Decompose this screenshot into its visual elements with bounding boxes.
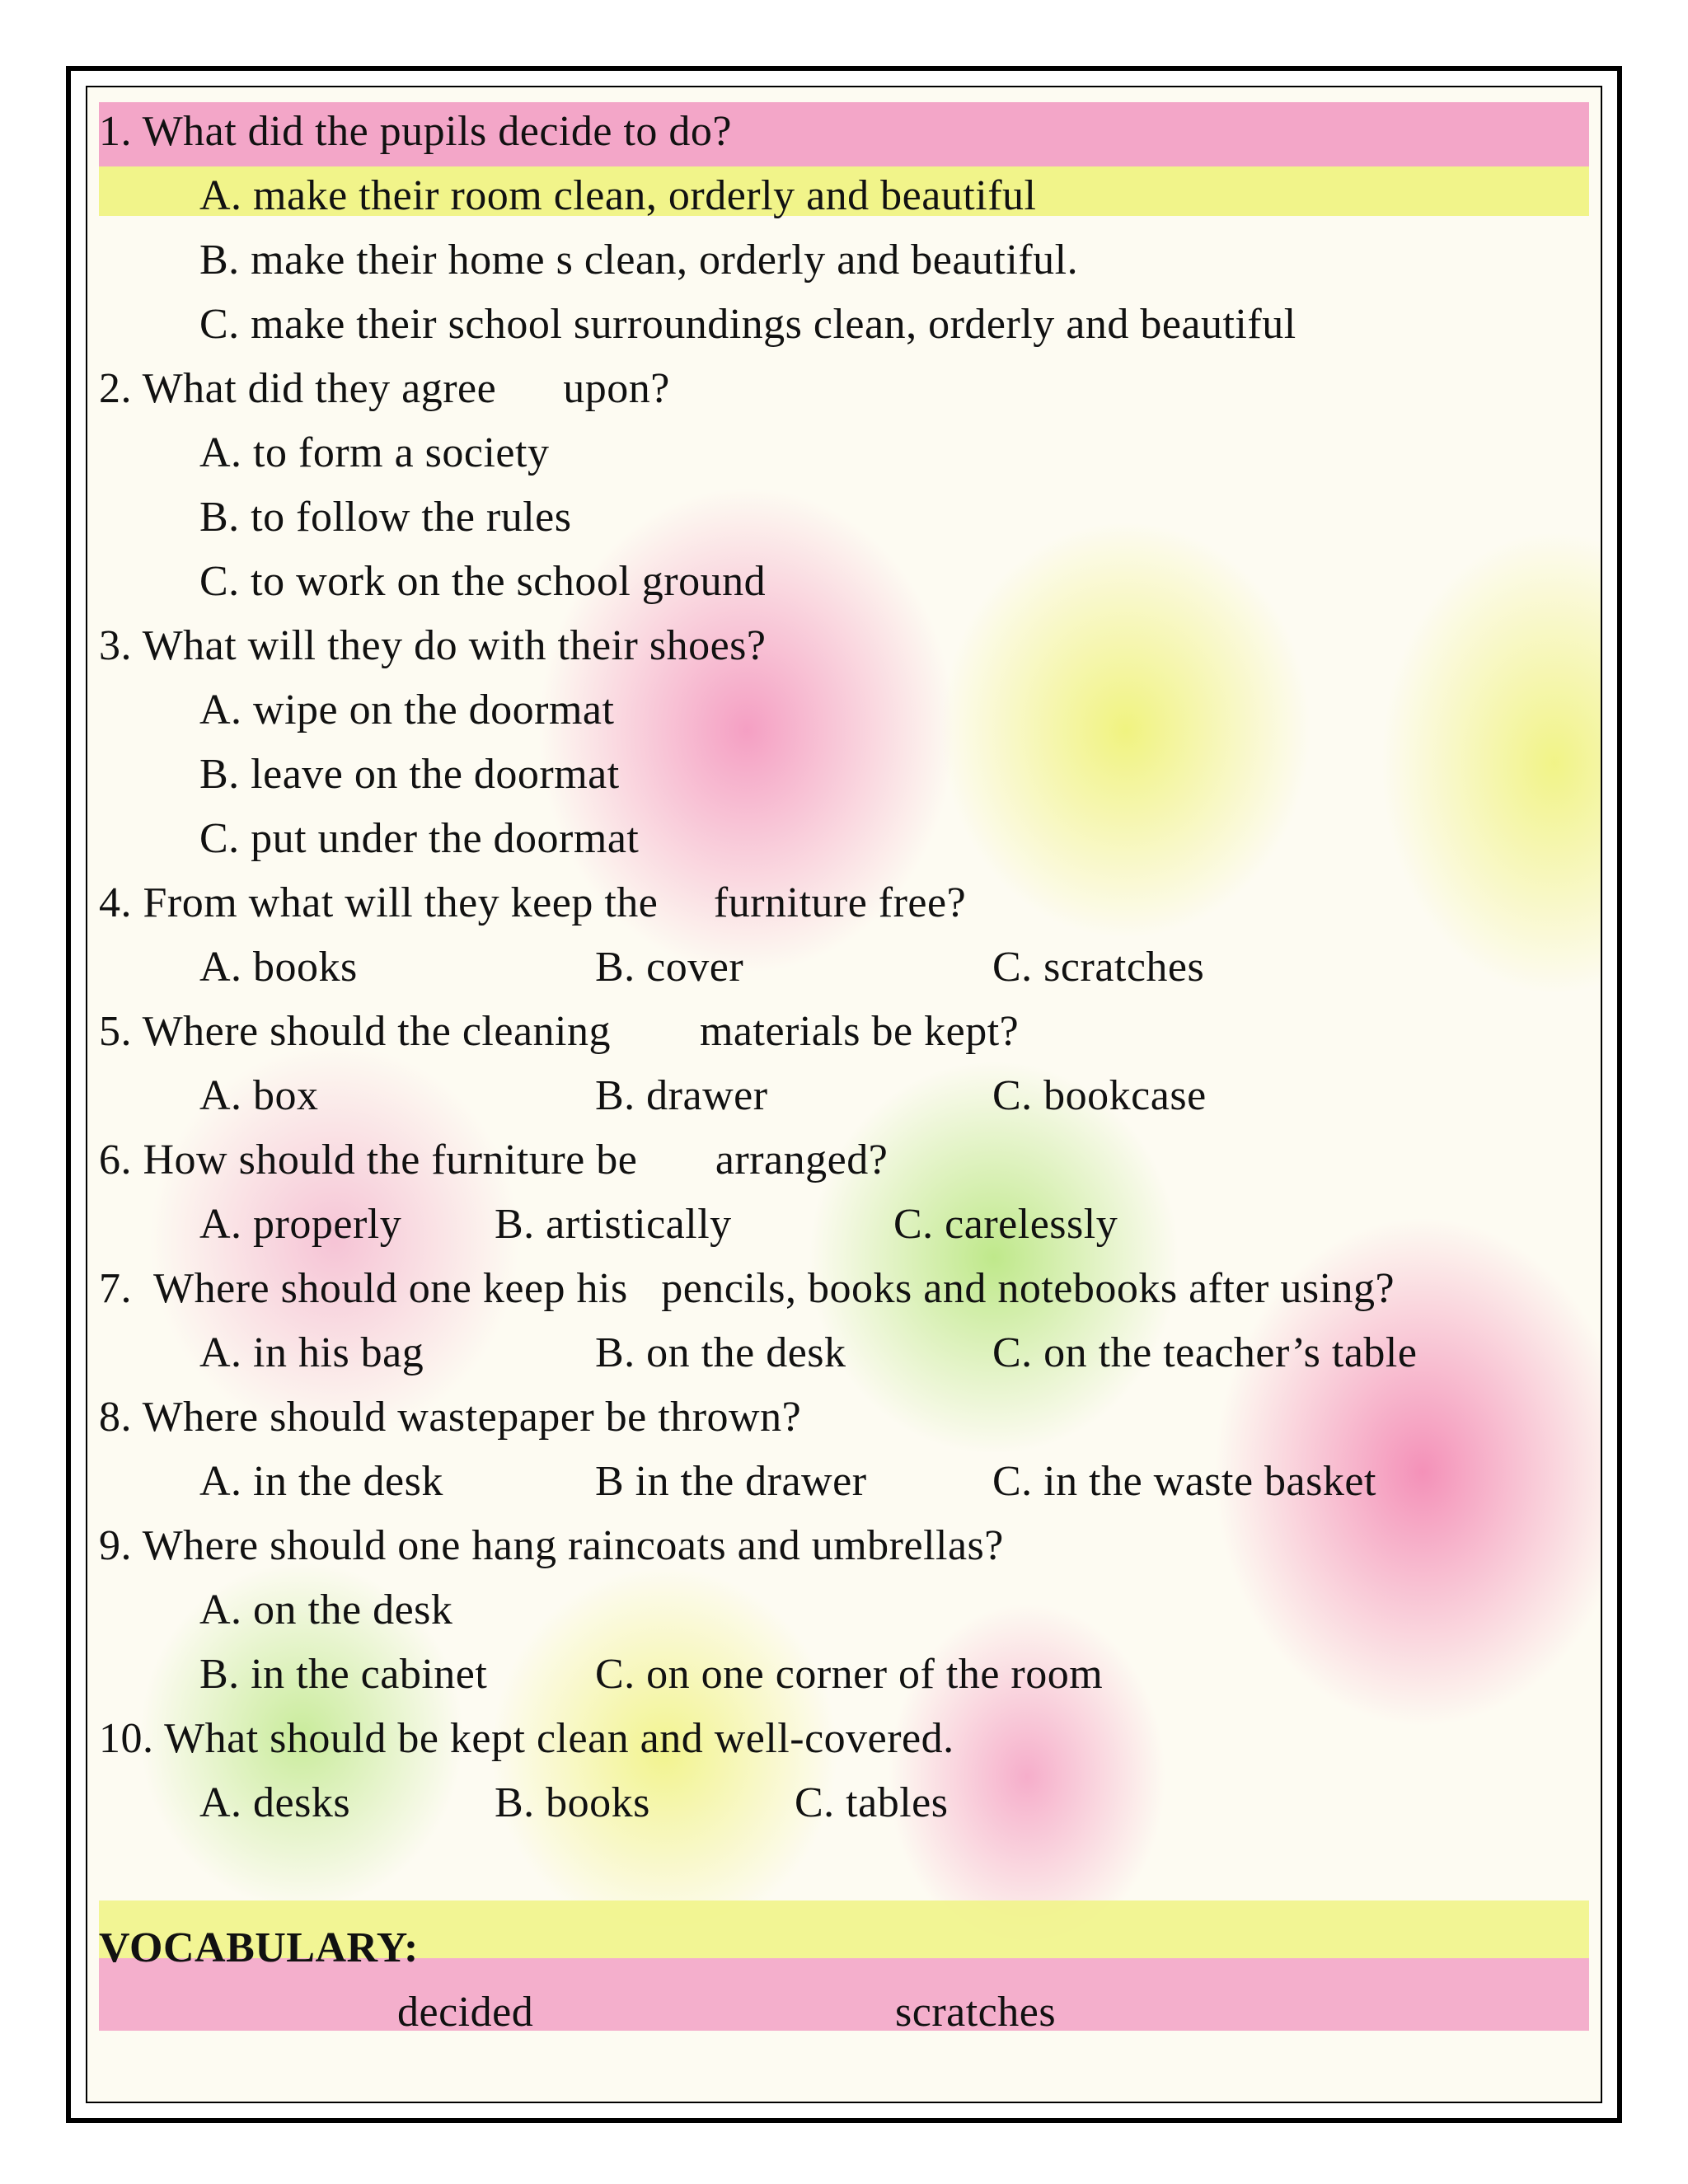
option-2c: C. to work on the school ground [199, 558, 767, 605]
option-5c: C. bookcase [992, 1072, 1207, 1119]
question-9: 9. Where should one hang raincoats and umbrellas? [99, 1522, 1004, 1569]
question-1: 1. What did the pupils decide to do? [99, 108, 732, 155]
option-8a: A. in the desk [199, 1458, 443, 1505]
option-10b: B. books [495, 1779, 650, 1826]
option-10c: C. tables [795, 1779, 949, 1826]
option-2b: B. to follow the rules [199, 494, 572, 541]
worksheet-content [82, 0, 1599, 2060]
question-4: 4. From what will they keep the furniture free? [99, 879, 967, 926]
option-9a: A. on the desk [199, 1586, 453, 1633]
option-9c: C. on one corner of the room [595, 1651, 1104, 1698]
vocabulary-word: decided [397, 1989, 534, 2036]
option-6c: C. carelessly [893, 1201, 1118, 1248]
option-8c: C. in the waste basket [992, 1458, 1376, 1505]
question-6: 6. How should the furniture be arranged? [99, 1137, 889, 1183]
option-10a: A. desks [199, 1779, 351, 1826]
option-6a: A. properly [199, 1201, 402, 1248]
option-7a: A. in his bag [199, 1329, 424, 1376]
question-3: 3. What will they do with their shoes? [99, 622, 767, 669]
option-1b: B. make their home s clean, orderly and beautiful. [199, 237, 1079, 284]
option-9b: B. in the cabinet [199, 1651, 488, 1698]
option-3c: C. put under the doormat [199, 815, 640, 862]
option-4c: C. scratches [992, 944, 1205, 991]
question-8: 8. Where should wastepaper be thrown? [99, 1394, 802, 1441]
option-8b: B in the drawer [595, 1458, 867, 1505]
option-4b: B. cover [595, 944, 744, 991]
question-2: 2. What did they agree upon? [99, 365, 670, 412]
question-10: 10. What should be kept clean and well-covered. [99, 1715, 954, 1762]
option-7b: B. on the desk [595, 1329, 846, 1376]
option-5a: A. box [199, 1072, 319, 1119]
vocabulary-word: scratches [895, 1989, 1057, 2036]
option-6b: B. artistically [495, 1201, 732, 1248]
question-7: 7. Where should one keep his pencils, books and notebooks after using? [99, 1265, 1395, 1312]
question-5: 5. Where should the cleaning materials be kept? [99, 1008, 1020, 1055]
option-1c: C. make their school surroundings clean, orderly and beautiful [199, 301, 1296, 348]
option-1a: A. make their room clean, orderly and beautiful [199, 172, 1037, 219]
option-3b: B. leave on the doormat [199, 751, 620, 798]
option-3a: A. wipe on the doormat [199, 687, 615, 733]
option-7c: C. on the teacher’s table [992, 1329, 1418, 1376]
option-5b: B. drawer [595, 1072, 768, 1119]
option-4a: A. books [199, 944, 358, 991]
option-2a: A. to form a society [199, 429, 550, 476]
vocabulary-heading: VOCABULARY: [99, 1924, 419, 1971]
